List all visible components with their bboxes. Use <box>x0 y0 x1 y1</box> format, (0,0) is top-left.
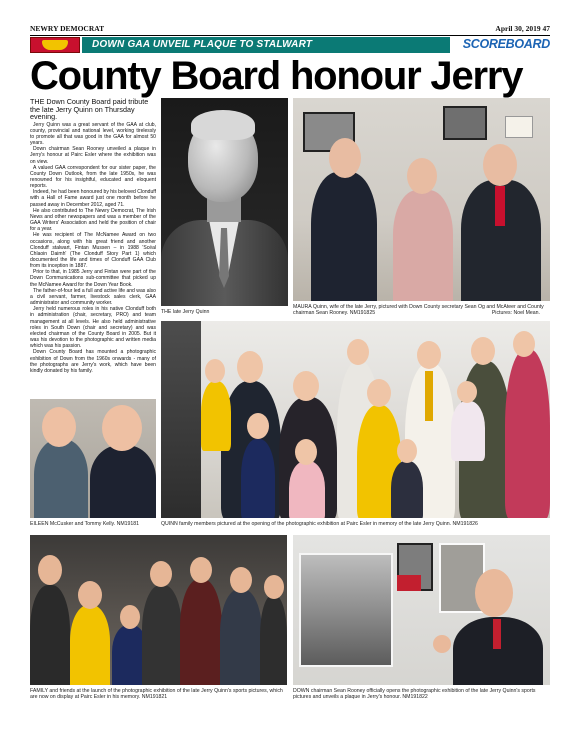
article-paragraph: The father-of-four led a full and active life and was also a civil servant, farmer, livestock sales clerk, GAA administrator and community worker. <box>30 287 156 307</box>
masthead <box>30 24 550 34</box>
article-paragraph: Prior to that, in 1985 Jerry and Fintan were part of the Down Communications sub-committee that picked up the McNamee Award for the Down Year Book. <box>30 269 156 288</box>
couple-photo <box>30 399 156 518</box>
article-paragraph: Indeed, he had been honoured by his beloved Clonduff with a Hall of Fame award just one month before he passed away in December 2012, aged 71. <box>30 189 156 208</box>
couple-caption: EILEEN McCusker and Tommy Kelly. NM19181 <box>30 521 140 527</box>
portrait-photo <box>161 98 288 306</box>
kicker-text: DOWN GAA UNVEIL PLAQUE TO STALWART <box>92 39 313 50</box>
crowd-photo <box>30 535 287 685</box>
article-paragraph: A valued GAA correspondent for our sister paper, the County Down Outlook, from the late 1950s, he was renowned for his insightful, educated and eloquent reports. <box>30 164 156 190</box>
family-group-caption: QUINN family members pictured at the opening of the photographic exhibition at Pairc Esler in memory of the late Jerry Quinn. NM191826 <box>161 521 478 527</box>
portrait-caption: THE late Jerry Quinn <box>161 309 210 315</box>
section-label-scoreboard: SCOREBOARD <box>462 37 550 51</box>
photo-credit: Pictures: Noel Mean. <box>491 310 540 316</box>
article-lead: THE Down County Board paid tribute the late Jerry Quinn on Thursday evening. <box>30 98 149 122</box>
article-body <box>30 98 156 394</box>
plaque-trio-caption-text: MAURA Quinn, wife of the late Jerry, pictured with Down County secretary Sean Og and McAteer and County chairman Sean Rooney. NM191825 <box>293 304 544 317</box>
crowd-caption: FAMILY and friends at the launch of the photographic exhibition of the late Jerry Quinn's sports pictures, which are now on display at Pairc Esler in his memory. NM191821 <box>30 688 283 701</box>
page-date-number: April 30, 2019 47 <box>495 24 550 33</box>
family-group-photo <box>161 321 550 518</box>
chairman-caption: DOWN chairman Sean Rooney officially opens the photographic exhibition of the late Jerry Quinn's sports pictures and unveils a plaque in Jerry's honour. NM191822 <box>293 688 536 701</box>
chairman-photo <box>293 535 550 685</box>
article-paragraph: Jerry held numerous roles in his native Clonduff both in administration (chair, secretary, PRO) and team management at all levels. He also held administrative roles in South Down (chair and secretary) and was elected chairman of the County Board in 2005. But it was his devotion to the photographic and written media which was his passion. <box>30 306 156 350</box>
newspaper-name: NEWRY DEMOCRAT <box>30 24 105 33</box>
plaque-trio-photo <box>293 98 550 301</box>
plaque-trio-caption <box>293 304 550 317</box>
gaa-crest-icon <box>30 37 80 53</box>
article-paragraph: He also contributed to The Newry Democrat, The Irish News and other newspapers and was a member of the GAA Writers' Association and held the position of chair for a year. <box>30 207 156 233</box>
article-paragraph: Down chairman Sean Rooney unveiled a plaque in Jerry's honour at Pairc Esler where the exhibition was on view. <box>30 146 156 165</box>
article-paragraph: Down County Board has mounted a photographic exhibition of Down from the 1960s onwards - many of the photographs are Jerry's work, which have been kindly donated by his family. <box>30 349 156 374</box>
article-paragraph: He was recipient of The McNamee Award on two occasions, along with his great friend and another Clonduff stalwart, Fintan Mussen – in 1988 'Scéal Chlaoin Daimh' (The Clonduff Story Part 1) which documented the life and times of Clonduff GAA Club from its inception in 1887. <box>30 232 156 270</box>
masthead-rule <box>30 35 550 36</box>
article-paragraph: Jerry Quinn was a great servant of the GAA at club, county, provincial and national level, working tirelessly to promote all that was good in the GAA for almost 50 years. <box>30 121 156 147</box>
headline: County Board honour Jerry <box>30 54 523 98</box>
